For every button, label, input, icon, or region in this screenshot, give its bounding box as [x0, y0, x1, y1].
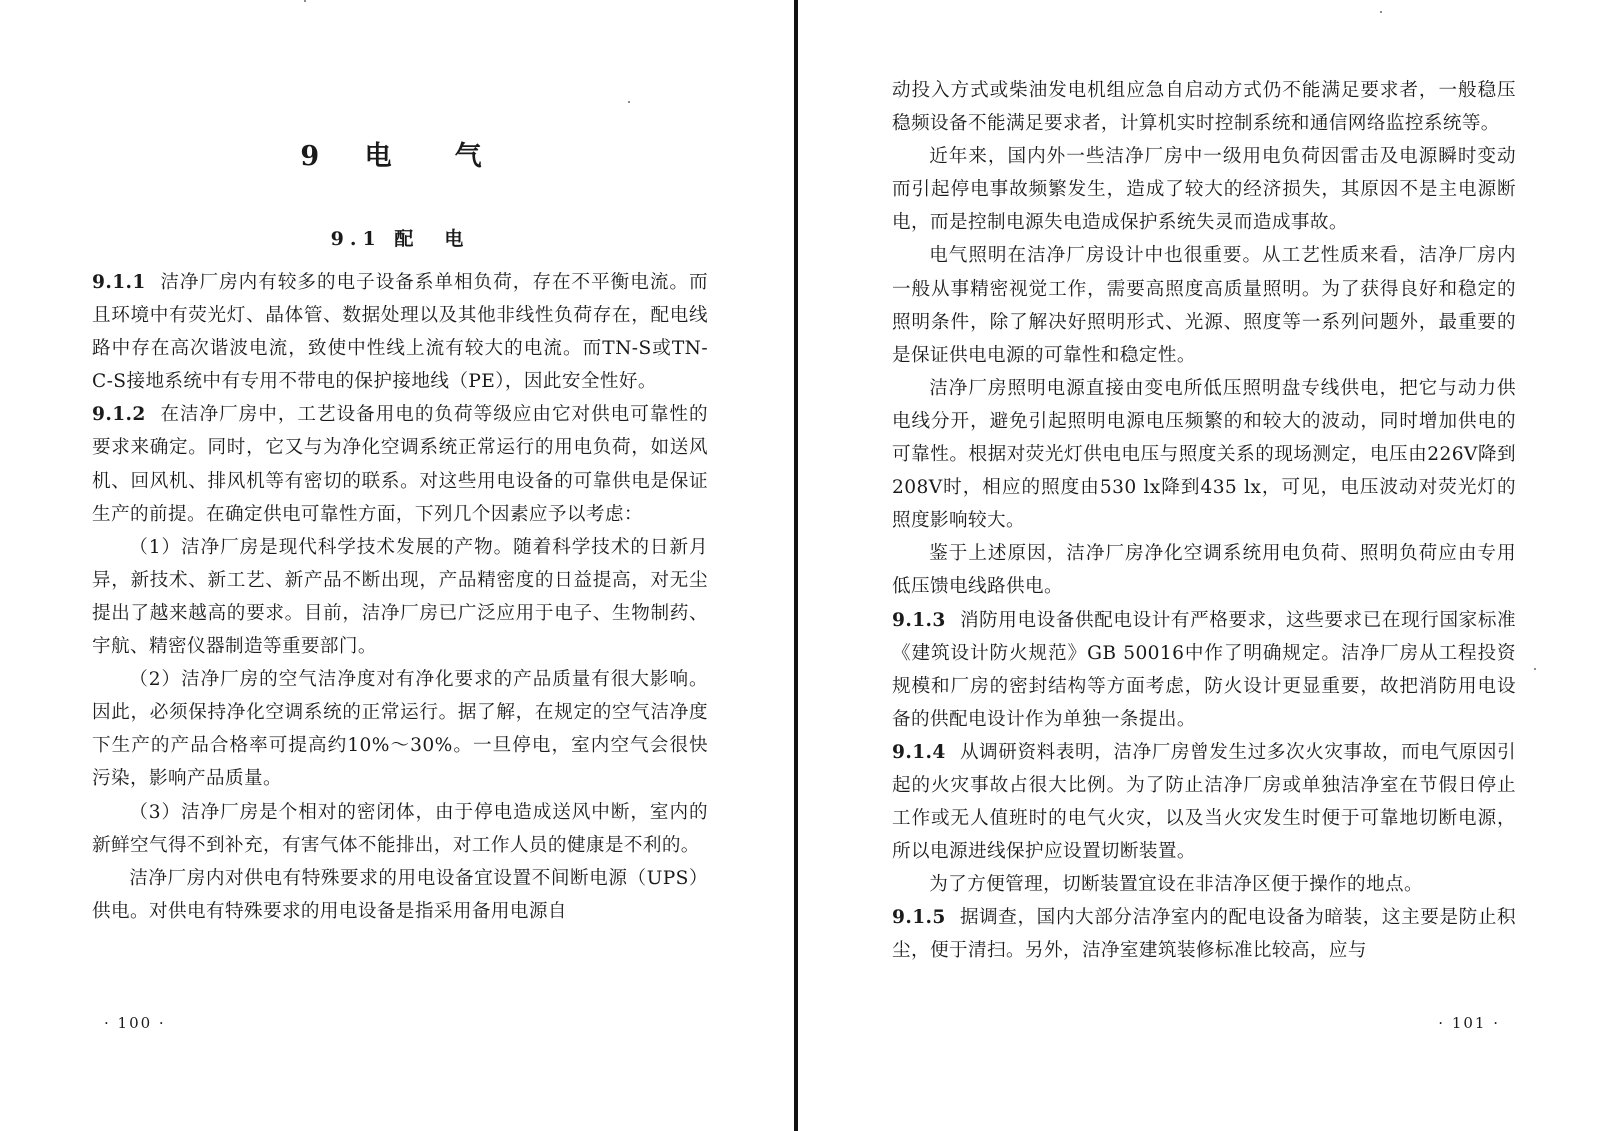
paragraph-text: 洁净厂房照明电源直接由变电所低压照明盘专线供电，把它与动力供电线分开，避免引起照明电源电压频繁的和较大的波动，同时增加供电的可靠性。根据对荧光灯供电电压与照度关系的现场测定，电压由226V降到208V时，相应的照度由530 lx降到435 lx，可见，电压波动对荧光灯的照度影响较大。	[892, 377, 1516, 532]
clause-paragraph	[92, 398, 708, 530]
clause-number: 9.1.5	[892, 907, 946, 929]
scan-speck	[1534, 668, 1536, 670]
paragraph-text: 消防用电设备供配电设计有严格要求，这些要求已在现行国家标准《建筑设计防火规范》GB 50016中作了明确规定。洁净厂房从工程投资规模和厂房的密封结构等方面考虑，防火设计更显重要，故把消防用电设备的供配电设计作为单独一条提出。	[892, 609, 1516, 730]
clause-paragraph	[892, 901, 1516, 967]
paragraph-text: 从调研资料表明，洁净厂房曾发生过多次火灾事故，而电气原因引起的火灾事故占很大比例。为了防止洁净厂房或单独洁净室在节假日停止工作或无人值班时的电气火灾，以及当火灾发生时便于可靠地切断电源，所以电源进线保护应设置切断装置。	[892, 741, 1516, 863]
right-page	[892, 0, 1516, 1131]
clause-number: 9.1.1	[92, 272, 146, 293]
paragraph-text: （3）洁净厂房是个相对的密闭体，由于停电造成送风中断，室内的新鲜空气得不到补充，有害气体不能排出，对工作人员的健康是不利的。	[92, 801, 708, 856]
paragraph	[92, 796, 708, 862]
section-title: 9.1 配 电	[330, 228, 470, 250]
paragraph	[92, 531, 708, 663]
clause-number: 9.1.2	[92, 404, 146, 426]
scan-speck	[628, 101, 630, 103]
paragraph-text: 电气照明在洁净厂房设计中也很重要。从工艺性质来看，洁净厂房内一般从事精密视觉工作，需要高照度高质量照明。为了获得良好和稳定的照明条件，除了解决好照明形式、光源、照度等一系列问题外，最重要的是保证供电电源的可靠性和稳定性。	[892, 245, 1516, 366]
clause-paragraph	[892, 604, 1516, 736]
page-gutter	[794, 0, 798, 1131]
paragraph-text: （2）洁净厂房的空气洁净度对有净化要求的产品质量有很大影响。因此，必须保持净化空调系统的正常运行。据了解，在规定的空气洁净度下生产的产品合格率可提高约10%～30%。一旦停电，室内空气会很快污染，影响产品质量。	[92, 669, 708, 790]
paragraph	[92, 862, 708, 928]
clause-number: 9.1.4	[892, 741, 946, 763]
paragraph-text: 近年来，国内外一些洁净厂房中一级用电负荷因雷击及电源瞬时变动而引起停电事故频繁发生，造成了较大的经济损失，其原因不是主电源断电，而是控制电源失电造成保护系统失灵而造成事故。	[892, 146, 1516, 234]
paragraph	[892, 372, 1516, 537]
paragraph	[892, 868, 1516, 901]
scan-speck	[1380, 11, 1382, 13]
paragraph-text: 动投入方式或柴油发电机组应急自启动方式仍不能满足要求者，一般稳压稳频设备不能满足要求者，计算机实时控制系统和通信网络监控系统等。	[892, 80, 1516, 135]
clause-number: 9.1.3	[892, 609, 946, 631]
clause-paragraph	[92, 266, 708, 398]
chapter-title: 9 电 气	[300, 141, 500, 172]
left-page	[92, 0, 708, 1131]
paragraph-text: （1）洁净厂房是现代科学技术发展的产物。随着科学技术的日新月异，新技术、新工艺、新产品不断出现，产品精密度的日益提高，对无尘提出了越来越高的要求。目前，洁净厂房已广泛应用于电子、生物制药、宇航、精密仪器制造等重要部门。	[92, 536, 708, 658]
paragraph	[892, 140, 1516, 239]
clause-paragraph	[892, 736, 1516, 868]
right-page-body	[892, 74, 1516, 968]
paragraph-text: 洁净厂房内对供电有特殊要求的用电设备宜设置不间断电源（UPS）供电。对供电有特殊要求的用电设备是指采用备用电源自	[92, 867, 708, 922]
paragraph	[92, 663, 708, 795]
page-number: · 100 ·	[104, 1014, 166, 1032]
paragraph-text: 洁净厂房内有较多的电子设备系单相负荷，存在不平衡电流。而且环境中有荧光灯、晶体管、数据处理以及其他非线性负荷存在，配电线路中存在高次谐波电流，致使中性线上流有较大的电流。而TN-S或TN-C-S接地系统中有专用不带电的保护接地线（PE），因此安全性好。	[92, 272, 708, 393]
paragraph-text: 为了方便管理，切断装置宜设在非洁净区便于操作的地点。	[929, 874, 1424, 896]
paragraph-text: 据调查，国内大部分洁净室内的配电设备为暗装，这主要是防止积尘，便于清扫。另外，洁净室建筑装修标准比较高，应与	[892, 907, 1516, 962]
paragraph	[892, 239, 1516, 371]
scan-speck	[304, 0, 306, 2]
page-number: · 101 ·	[1438, 1014, 1500, 1032]
paragraph-text: 在洁净厂房中，工艺设备用电的负荷等级应由它对供电可靠性的要求来确定。同时，它又与为净化空调系统正常运行的用电负荷，如送风机、回风机、排风机等有密切的联系。对这些用电设备的可靠供电是保证生产的前提。在确定供电可靠性方面，下列几个因素应予以考虑：	[92, 404, 708, 525]
paragraph	[892, 537, 1516, 603]
left-page-body	[92, 266, 708, 928]
paragraph-text: 鉴于上述原因，洁净厂房净化空调系统用电负荷、照明负荷应由专用低压馈电线路供电。	[892, 543, 1516, 598]
paragraph	[892, 74, 1516, 140]
